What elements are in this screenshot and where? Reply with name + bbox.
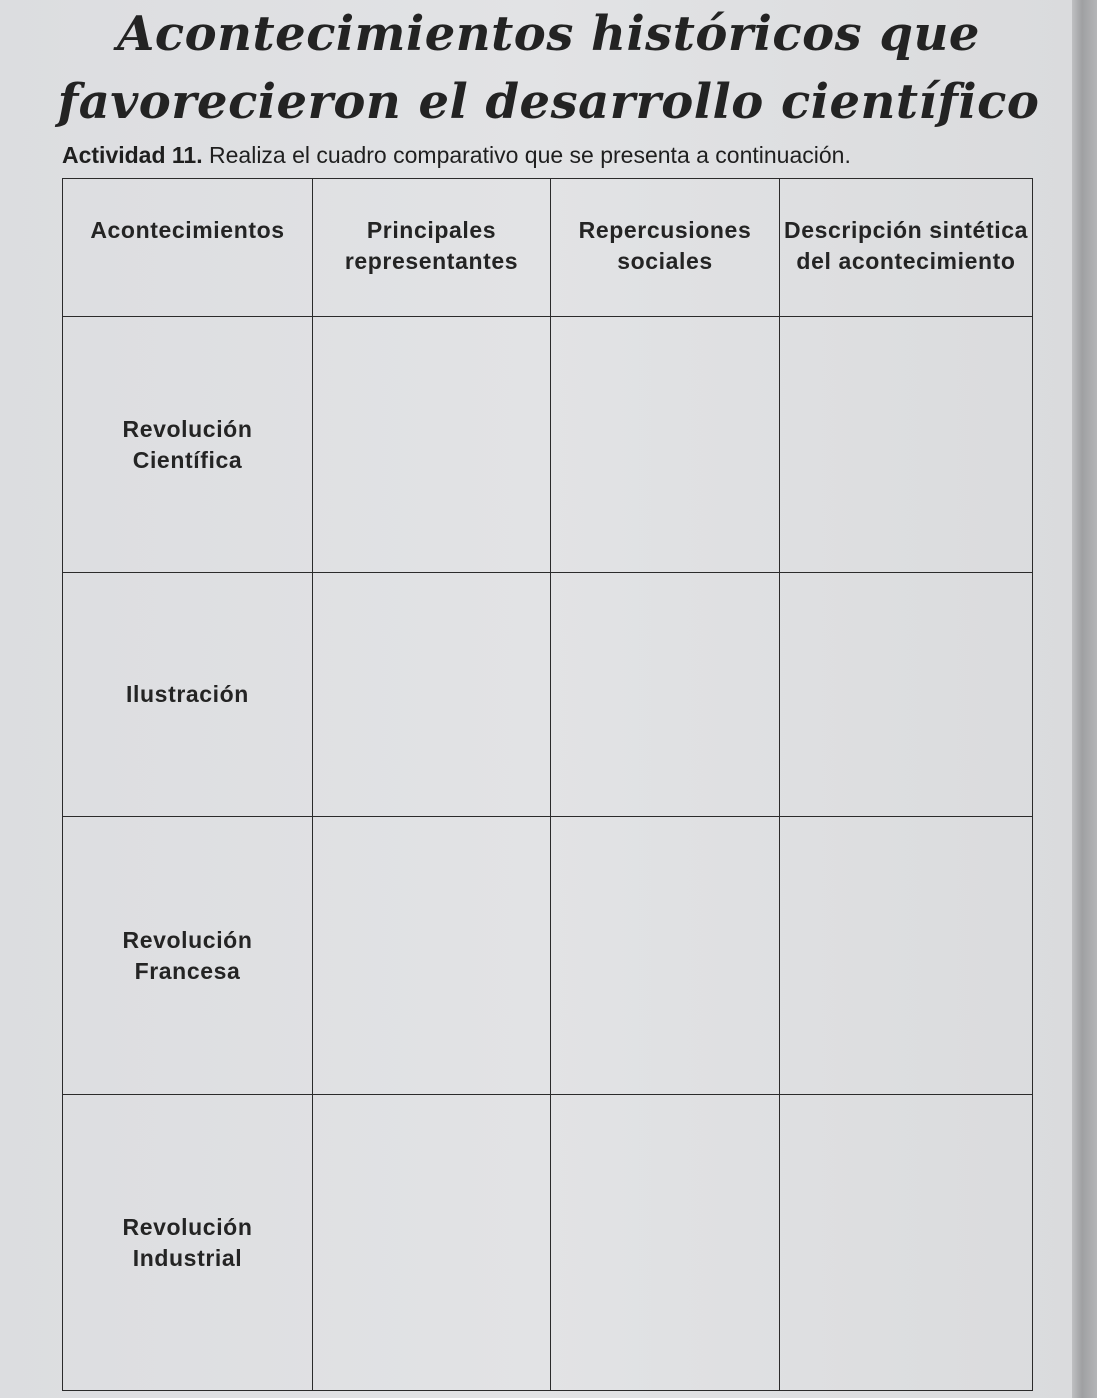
- event-cell-ilustracion: Ilustración: [63, 573, 313, 817]
- table-row: [63, 817, 1033, 1095]
- repercusiones-cell[interactable]: [551, 1095, 780, 1391]
- descripcion-cell[interactable]: [780, 317, 1033, 573]
- repercusiones-cell[interactable]: [551, 573, 780, 817]
- page-title: [0, 0, 1097, 136]
- event-cell-revolucion-francesa: Revolución Francesa: [63, 817, 313, 1095]
- event-cell-revolucion-cientifica: Revolución Científica: [63, 317, 313, 573]
- descripcion-cell[interactable]: [780, 573, 1033, 817]
- table-row: [63, 1095, 1033, 1391]
- table-header-row: [63, 179, 1033, 317]
- header-repercusiones-sociales: Repercusiones sociales: [551, 179, 780, 317]
- event-cell-revolucion-industrial: Revolución Industrial: [63, 1095, 313, 1391]
- book-spine-edge: [1072, 0, 1097, 1398]
- descripcion-cell[interactable]: [780, 817, 1033, 1095]
- title-line-2: favorecieron el desarrollo científico: [57, 74, 1040, 130]
- repercusiones-cell[interactable]: [551, 317, 780, 573]
- table-row: [63, 317, 1033, 573]
- table-row: [63, 573, 1033, 817]
- representantes-cell[interactable]: [313, 817, 551, 1095]
- header-acontecimientos: Acontecimientos: [63, 179, 313, 317]
- representantes-cell[interactable]: [313, 1095, 551, 1391]
- representantes-cell[interactable]: [313, 317, 551, 573]
- title-line-1: Acontecimientos históricos que: [117, 6, 980, 62]
- repercusiones-cell[interactable]: [551, 817, 780, 1095]
- activity-text: Realiza el cuadro comparativo que se presenta a continuación.: [209, 142, 851, 168]
- header-principales-representantes: Principales representantes: [313, 179, 551, 317]
- activity-instructions: [62, 140, 851, 170]
- activity-label: Actividad 11.: [62, 142, 203, 168]
- header-descripcion-sintetica: Descripción sintética del acontecimiento: [780, 179, 1033, 317]
- descripcion-cell[interactable]: [780, 1095, 1033, 1391]
- representantes-cell[interactable]: [313, 573, 551, 817]
- comparison-table: [62, 178, 1033, 1391]
